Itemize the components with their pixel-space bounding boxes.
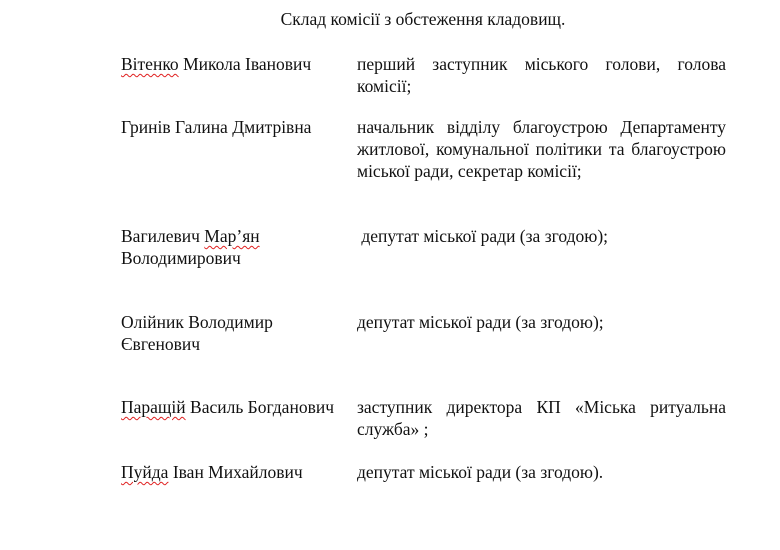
member-role: перший заступник міського голови, голова комісії; [357, 54, 726, 96]
member-name [121, 225, 346, 269]
spellcheck-marked-word: Паращій [121, 397, 186, 417]
member-name-text: Микола Іванович [178, 54, 312, 74]
member-role: депутат міської ради (за згодою); [357, 226, 609, 246]
member-role: депутат міської ради (за згодою); [357, 312, 604, 332]
member-role: начальник відділу благоустрою Департаменту житлової, комунальної політики та благоустрою міської ради, секретар комісії; [357, 117, 726, 181]
spellcheck-marked-word: Мар’ян [204, 226, 260, 246]
member-name [121, 116, 346, 138]
member-name-text: Володимирович [121, 248, 241, 268]
spellcheck-marked-word: Пуйда [121, 462, 169, 482]
member-name-text: Вагилевич [121, 226, 205, 246]
member-name-text: Василь Богданович [185, 397, 334, 417]
member-name-text: Олійник Володимир Євгенович [121, 312, 273, 354]
spellcheck-marked-word: Вітенко [121, 54, 179, 74]
member-name [121, 53, 346, 75]
member-role: депутат міської ради (за згодою). [357, 462, 604, 482]
member-name-text: Іван Михайлович [168, 462, 303, 482]
member-name [121, 396, 346, 418]
member-role: заступник директора КП «Міська ритуальна служба» ; [357, 397, 726, 439]
member-name-text: Гринів Галина Дмитрівна [121, 117, 312, 137]
member-name [121, 461, 346, 483]
page-title: Склад комісії з обстеження кладовищ. [280, 9, 566, 29]
member-name [121, 311, 346, 355]
